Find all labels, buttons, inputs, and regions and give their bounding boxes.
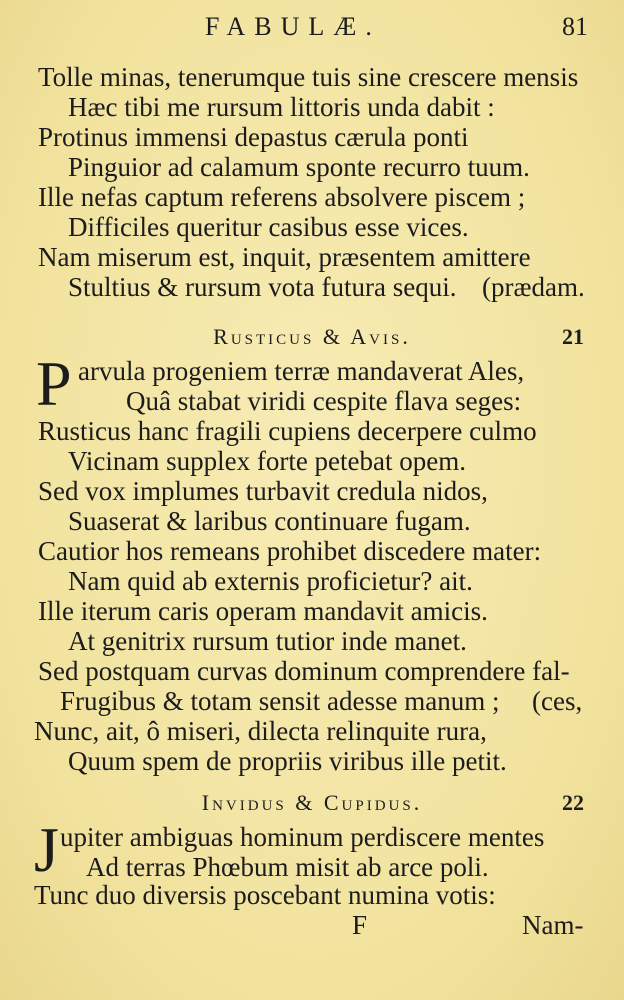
verse-line: Frugibus & totam sensit adesse manum ;	[60, 686, 500, 716]
fable-heading	[0, 324, 624, 356]
verse-line: upiter ambiguas hominum perdiscere mentes	[60, 822, 545, 852]
verse-line: Pinguior ad calamum sponte recurro tuum.	[68, 152, 530, 182]
verse-line: Sed vox implumes turbavit credula nidos,	[38, 476, 488, 506]
verse-line: At genitrix rursum tutior inde manet.	[68, 626, 467, 656]
verse-line: Tunc duo diversis poscebant numina votis:	[34, 880, 496, 910]
verse-line: arvula progeniem terræ mandaverat Ales,	[78, 356, 525, 386]
verse-line: Tolle minas, tenerumque tuis sine crescere mensis	[38, 62, 579, 92]
verse-line: Ille iterum caris operam mandavit amicis.	[38, 596, 488, 626]
page-number: 81	[562, 12, 588, 41]
verse-line: Ad terras Phœbum misit ab arce poli.	[86, 852, 489, 882]
runover-text: (ces,	[532, 686, 583, 716]
verse-line: Vicinam supplex forte petebat opem.	[68, 446, 466, 476]
verse-line: Nunc, ait, ô miseri, dilecta relinquite rura,	[34, 716, 487, 746]
runover-text: (prædam.	[482, 272, 585, 302]
drop-capital: J	[34, 814, 59, 885]
fable-number: 22	[562, 790, 584, 815]
drop-capital: P	[36, 348, 72, 419]
verse-line: Ille nefas captum referens absolvere piscem ;	[38, 182, 526, 212]
running-title: FABULÆ.	[205, 12, 381, 41]
signature-mark: F	[352, 910, 368, 940]
verse-line: Rusticus hanc fragili cupiens decerpere culmo	[38, 416, 537, 446]
fable-title: Rusticus & Avis.	[213, 324, 411, 349]
verse-line: Quâ stabat viridi cespite flava seges:	[126, 386, 522, 416]
verse-line: Difficiles queritur casibus esse vices.	[68, 212, 469, 242]
fable-number: 21	[562, 324, 584, 349]
verse-line: Nam miserum est, inquit, præsentem amittere	[38, 242, 531, 272]
verse-line: Sed postquam curvas dominum comprendere fal-	[38, 656, 570, 686]
catchword: Nam-	[522, 910, 584, 940]
running-head	[0, 6, 624, 46]
verse-line: Cautior hos remeans prohibet discedere mater:	[38, 536, 542, 566]
verse-line: Nam quid ab externis proficietur? ait.	[68, 566, 473, 596]
verse-line: Hæc tibi me rursum littoris unda dabit :	[68, 92, 495, 122]
verse-line: Protinus immensi depastus cærula ponti	[38, 122, 469, 152]
verse-line: Suaserat & laribus continuare fugam.	[68, 506, 471, 536]
fable-title: Invidus & Cupidus.	[201, 790, 423, 815]
verse-line: Quum spem de propriis viribus ille petit.	[68, 746, 507, 776]
fable-heading	[0, 790, 624, 822]
verse-line: Stultius & rursum vota futura sequi.	[68, 272, 457, 302]
